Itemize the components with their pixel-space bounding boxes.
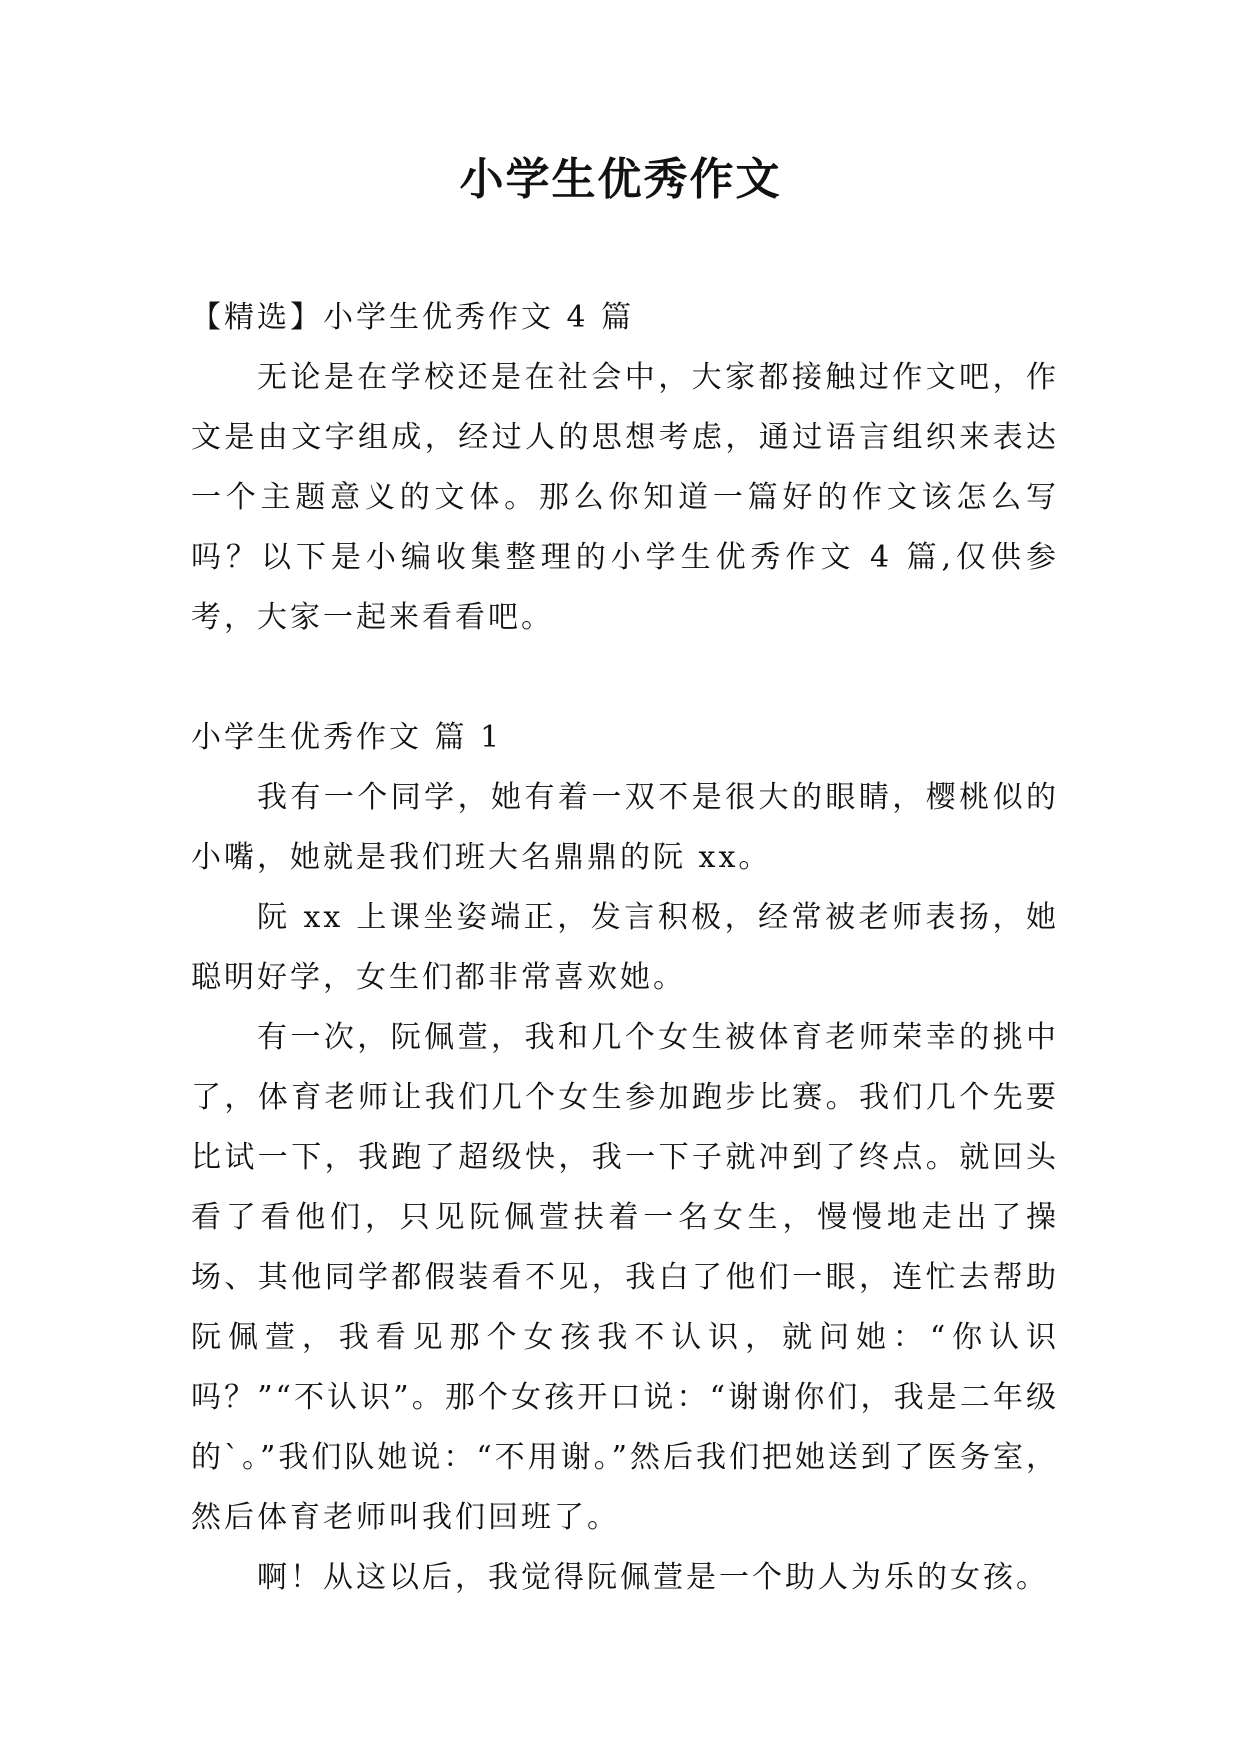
body-paragraph: 有一次，阮佩萱，我和几个女生被体育老师荣幸的挑中了，体育老师让我们几个女生参加跑步比赛。我们几个先要比试一下，我跑了超级快，我一下子就冲到了终点。就回头看了看他们，只见阮佩萱扶着一名女生，慢慢地走出了操场、其他同学都假装看不见，我白了他们一眼，连忙去帮助阮佩萱，我看见那个女孩我不认识，就问她：“你认识吗？”“不认识”。那个女孩开口说：“谢谢你们，我是二年级的`。”我们队她说：“不用谢。”然后我们把她送到了医务室，然后体育老师叫我们回班了。 <box>191 1020 1060 1535</box>
document-subtitle: 【精选】小学生优秀作文 4 篇 <box>191 300 635 335</box>
document-body <box>191 288 1059 1608</box>
body-paragraph: 我有一个同学，她有着一双不是很大的眼睛，樱桃似的小嘴，她就是我们班大名鼎鼎的阮 xx。 <box>191 780 1059 875</box>
body-paragraph: 啊！从这以后，我觉得阮佩萱是一个助人为乐的女孩。 <box>257 1560 1049 1595</box>
section-heading: 小学生优秀作文 篇 1 <box>191 720 503 755</box>
body-paragraph: 阮 xx 上课坐姿端正，发言积极，经常被老师表扬，她聪明好学，女生们都非常喜欢她。 <box>191 900 1059 995</box>
intro-paragraph: 无论是在学校还是在社会中，大家都接触过作文吧，作文是由文字组成，经过人的思想考虑，通过语言组织来表达一个主题意义的文体。那么你知道一篇好的作文该怎么写吗？以下是小编收集整理的小学生优秀作文 4 篇,仅供参考，大家一起来看看吧。 <box>191 360 1059 635</box>
document-title: 小学生优秀作文 <box>459 154 782 205</box>
section-spacer <box>191 648 1059 708</box>
